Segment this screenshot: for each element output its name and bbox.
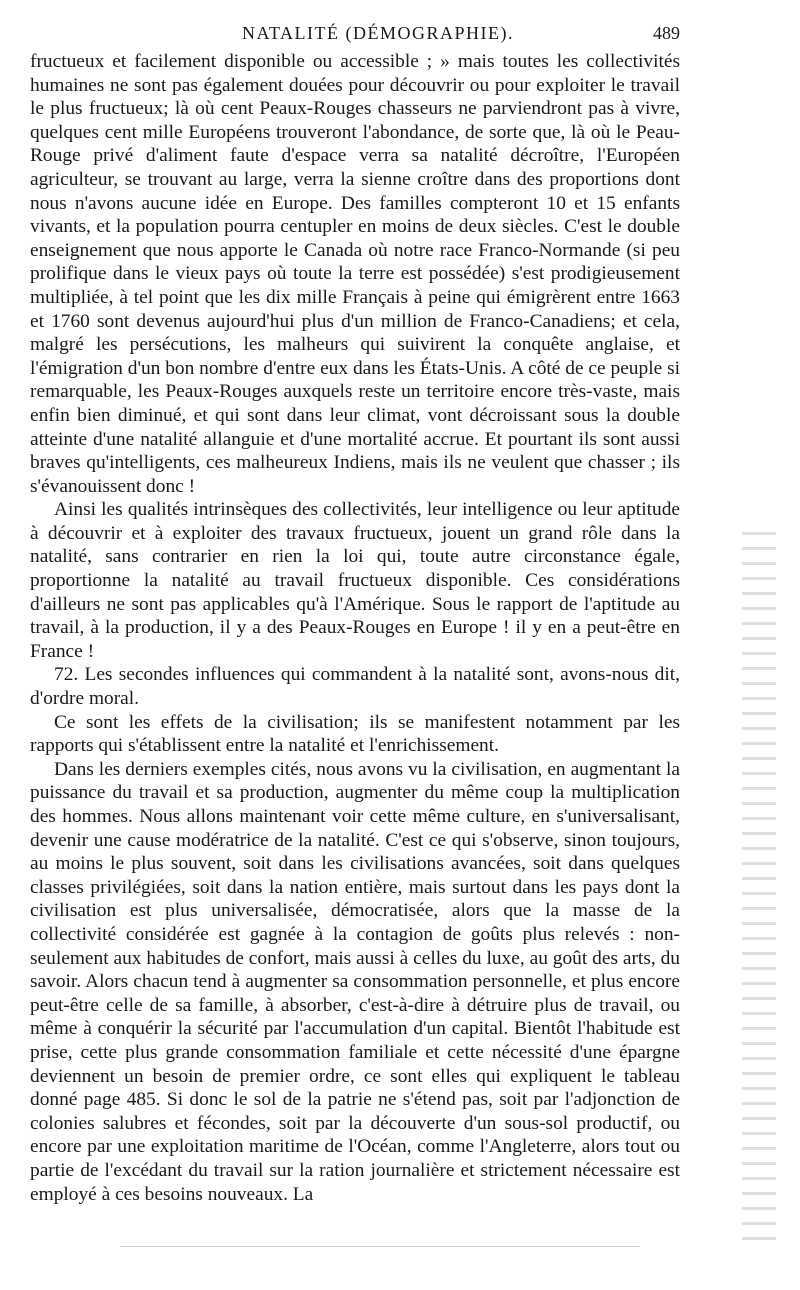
scan-footer-line [120,1246,640,1247]
paragraph-5: Dans les derniers exemples cités, nous avons vu la civilisation, en augmentant la puissance du travail et sa production, augmenter du même coup la multiplication des hommes. Nous allons maintenant voir cette même culture, en s'universalisant, devenir une cause modératrice de la natalité. C'est ce qui s'observe, sinon toujours, au moins le plus souvent, soit dans les civilisations avancées, soit dans quelques classes privilégiées, soit dans la nation entière, mais surtout dans les pays dont la civilisation est plus universalisée, démocratisée, alors que la masse de la collectivité considérée est gagnée à la contagion de goûts plus relevés : non-seulement aux habitudes de confort, mais aussi à celles du luxe, au goût des arts, du savoir. Alors chacun tend à augmenter sa consommation personnelle, et plus encore peut-être celle de sa famille, à absorber, c'est-à-dire à détruire plus de travail, ou même à conquérir la sécurité par l'accumulation d'un capital. Bientôt l'habitude est prise, cette plus grande consommation familiale et cette nécessité d'une épargne deviennent un besoin de premier ordre, ce sont elles qui expliquent le tableau donné page 485. Si donc le sol de la patrie ne s'étend pas, soit par l'adjonction de colonies salubres et fécondes, soit par la découverte d'un sous-sol productif, ou encore par une exploitation maritime de l'Océan, comme l'Angleterre, alors tout ou partie de l'excédant du travail sur la ration journalière et strictement nécessaire est employé à ces besoins nouveaux. La [30,758,680,1205]
page-number: 489 [653,23,680,43]
paragraph-3: 72. Les secondes influences qui commandent à la natalité sont, avons-nous dit, d'ordre moral. [30,664,680,710]
page-header [30,18,680,48]
paragraph-1: fructueux et facilement disponible ou accessible ; » mais toutes les collectivités humaines ne sont pas également douées pour découvrir ou pour exploiter le travail le plus fructueux; là où cent Peaux-Rouges chasseurs ne parviendront pas à vivre, quelques cent mille Européens trouveront l'abondance, de sorte que, là où le Peau-Rouge privé d'aliment faute d'espace verra sa natalité décroître, l'Européen agriculteur, se trouvant au large, verra la sienne croître dans des proportions dont nous n'avons aucune idée en Europe. Des familles compteront 10 et 15 enfants vivants, et la population pourra centupler en moins de deux siècles. C'est le double enseignement que nous apporte le Canada où notre race Franco-Normande (si peu prolifique dans le vieux pays où toute la terre est possédée) s'est prodigieusement multipliée, à tel point que les dix mille Français à peine qui émigrèrent entre 1663 et 1760 sont devenus aujourd'hui plus d'un million de Franco-Canadiens; et cela, malgré les persécutions, les malheurs qui suivirent la conquête anglaise, et l'émigration d'un bon nombre d'entre eux dans les États-Unis. A côté de ce peuple si remarquable, les Peaux-Rouges auxquels reste un territoire encore très-vaste, mais enfin bien diminué, et qui sont dans leur climat, vont décroissant sous la double atteinte d'une natalité allanguie et d'une mortalité accrue. Et pourtant ils sont aussi braves qu'intelligents, ces malheureux Indiens, mais ils ne veulent que chasser ; ils s'évanouissent donc ! [30,51,680,497]
paragraph-4: Ce sont les effets de la civilisation; ils se manifestent notamment par les rapports qui s'établissent entre la natalité et l'enrichissement. [30,711,680,757]
paragraph-2: Ainsi les qualités intrinsèques des collectivités, leur intelligence ou leur aptitude à découvrir et à exploiter des travaux fructueux, jouent un grand rôle dans la natalité, sans contrarier en rien la loi qui, toute autre circonstance égale, proportionne la natalité au travail fructueux disponible. Ces considérations d'ailleurs ne sont pas applicables qu'à l'Amérique. Sous le rapport de l'aptitude au travail, à la production, il y a des Peaux-Rouges en Europe ! il y en a peut-être en France ! [30,499,680,662]
running-head: NATALITÉ (DÉMOGRAPHIE). [242,23,515,43]
scan-margin-artifacts [742,520,776,1250]
body-text [30,50,680,1206]
